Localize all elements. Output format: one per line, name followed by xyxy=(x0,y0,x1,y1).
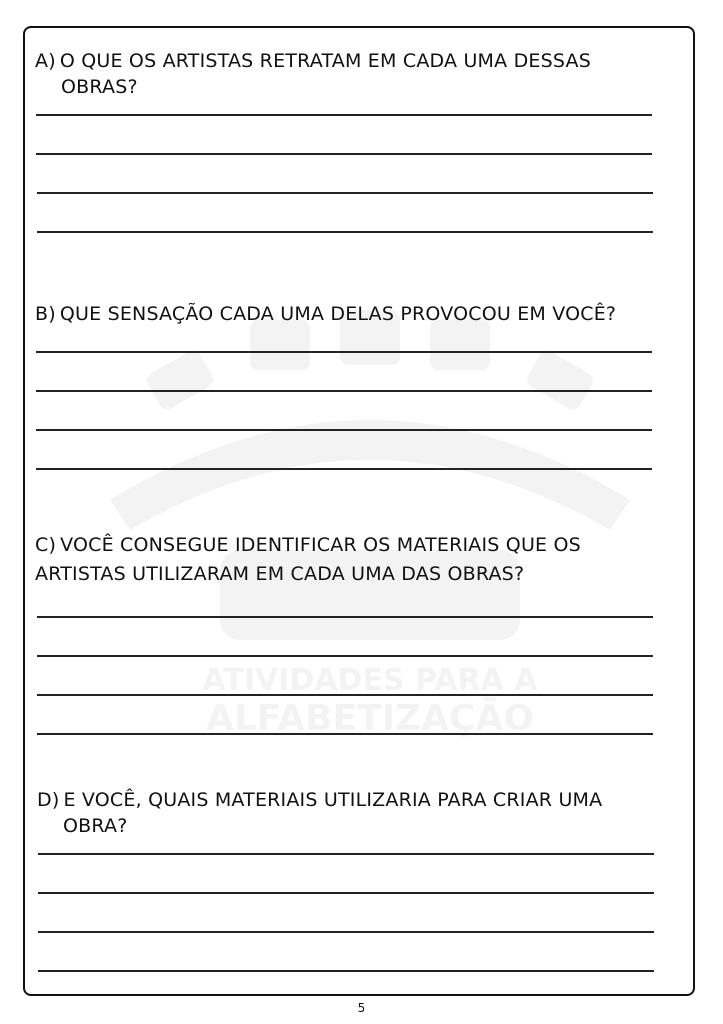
answer-line-d1[interactable] xyxy=(38,853,654,855)
question-d-line1: E VOCÊ, QUAIS MATERIAIS UTILIZARIA PARA CRIAR UMA xyxy=(63,789,603,811)
question-c-line1: VOCÊ CONSEGUE IDENTIFICAR OS MATERIAIS QUE OS xyxy=(60,534,581,556)
question-a xyxy=(35,48,591,100)
page-border xyxy=(23,26,695,996)
answer-line-c3[interactable] xyxy=(37,694,653,696)
question-c xyxy=(35,532,581,587)
answer-line-c2[interactable] xyxy=(37,655,653,657)
answer-line-b2[interactable] xyxy=(36,390,652,392)
answer-line-c4[interactable] xyxy=(37,733,653,735)
question-a-letter: A) xyxy=(35,50,56,72)
page-number: 5 xyxy=(357,1001,366,1015)
question-b-line1: QUE SENSAÇÃO CADA UMA DELAS PROVOCOU EM VOCÊ? xyxy=(59,303,617,325)
question-d xyxy=(37,787,602,839)
answer-line-a2[interactable] xyxy=(36,153,652,155)
answer-line-d3[interactable] xyxy=(38,931,654,933)
question-c-line2: ARTISTAS UTILIZARAM EM CADA UMA DAS OBRAS? xyxy=(35,563,525,585)
answer-line-b4[interactable] xyxy=(36,468,652,470)
question-b-letter: B) xyxy=(35,303,56,325)
answer-line-a4[interactable] xyxy=(37,231,653,233)
question-d-line2: OBRA? xyxy=(63,815,128,837)
answer-line-b3[interactable] xyxy=(36,429,652,431)
answer-line-a3[interactable] xyxy=(37,192,653,194)
answer-line-a1[interactable] xyxy=(36,114,652,116)
question-a-line2: OBRAS? xyxy=(61,76,138,98)
question-d-letter: D) xyxy=(37,789,60,811)
answer-line-c1[interactable] xyxy=(37,616,653,618)
question-a-line1: O QUE OS ARTISTAS RETRATAM EM CADA UMA DESSAS xyxy=(59,50,591,72)
answer-line-b1[interactable] xyxy=(36,351,652,353)
answer-line-d2[interactable] xyxy=(38,892,654,894)
answer-line-d4[interactable] xyxy=(38,970,654,972)
question-c-letter: C) xyxy=(35,534,57,556)
question-b xyxy=(35,301,616,327)
